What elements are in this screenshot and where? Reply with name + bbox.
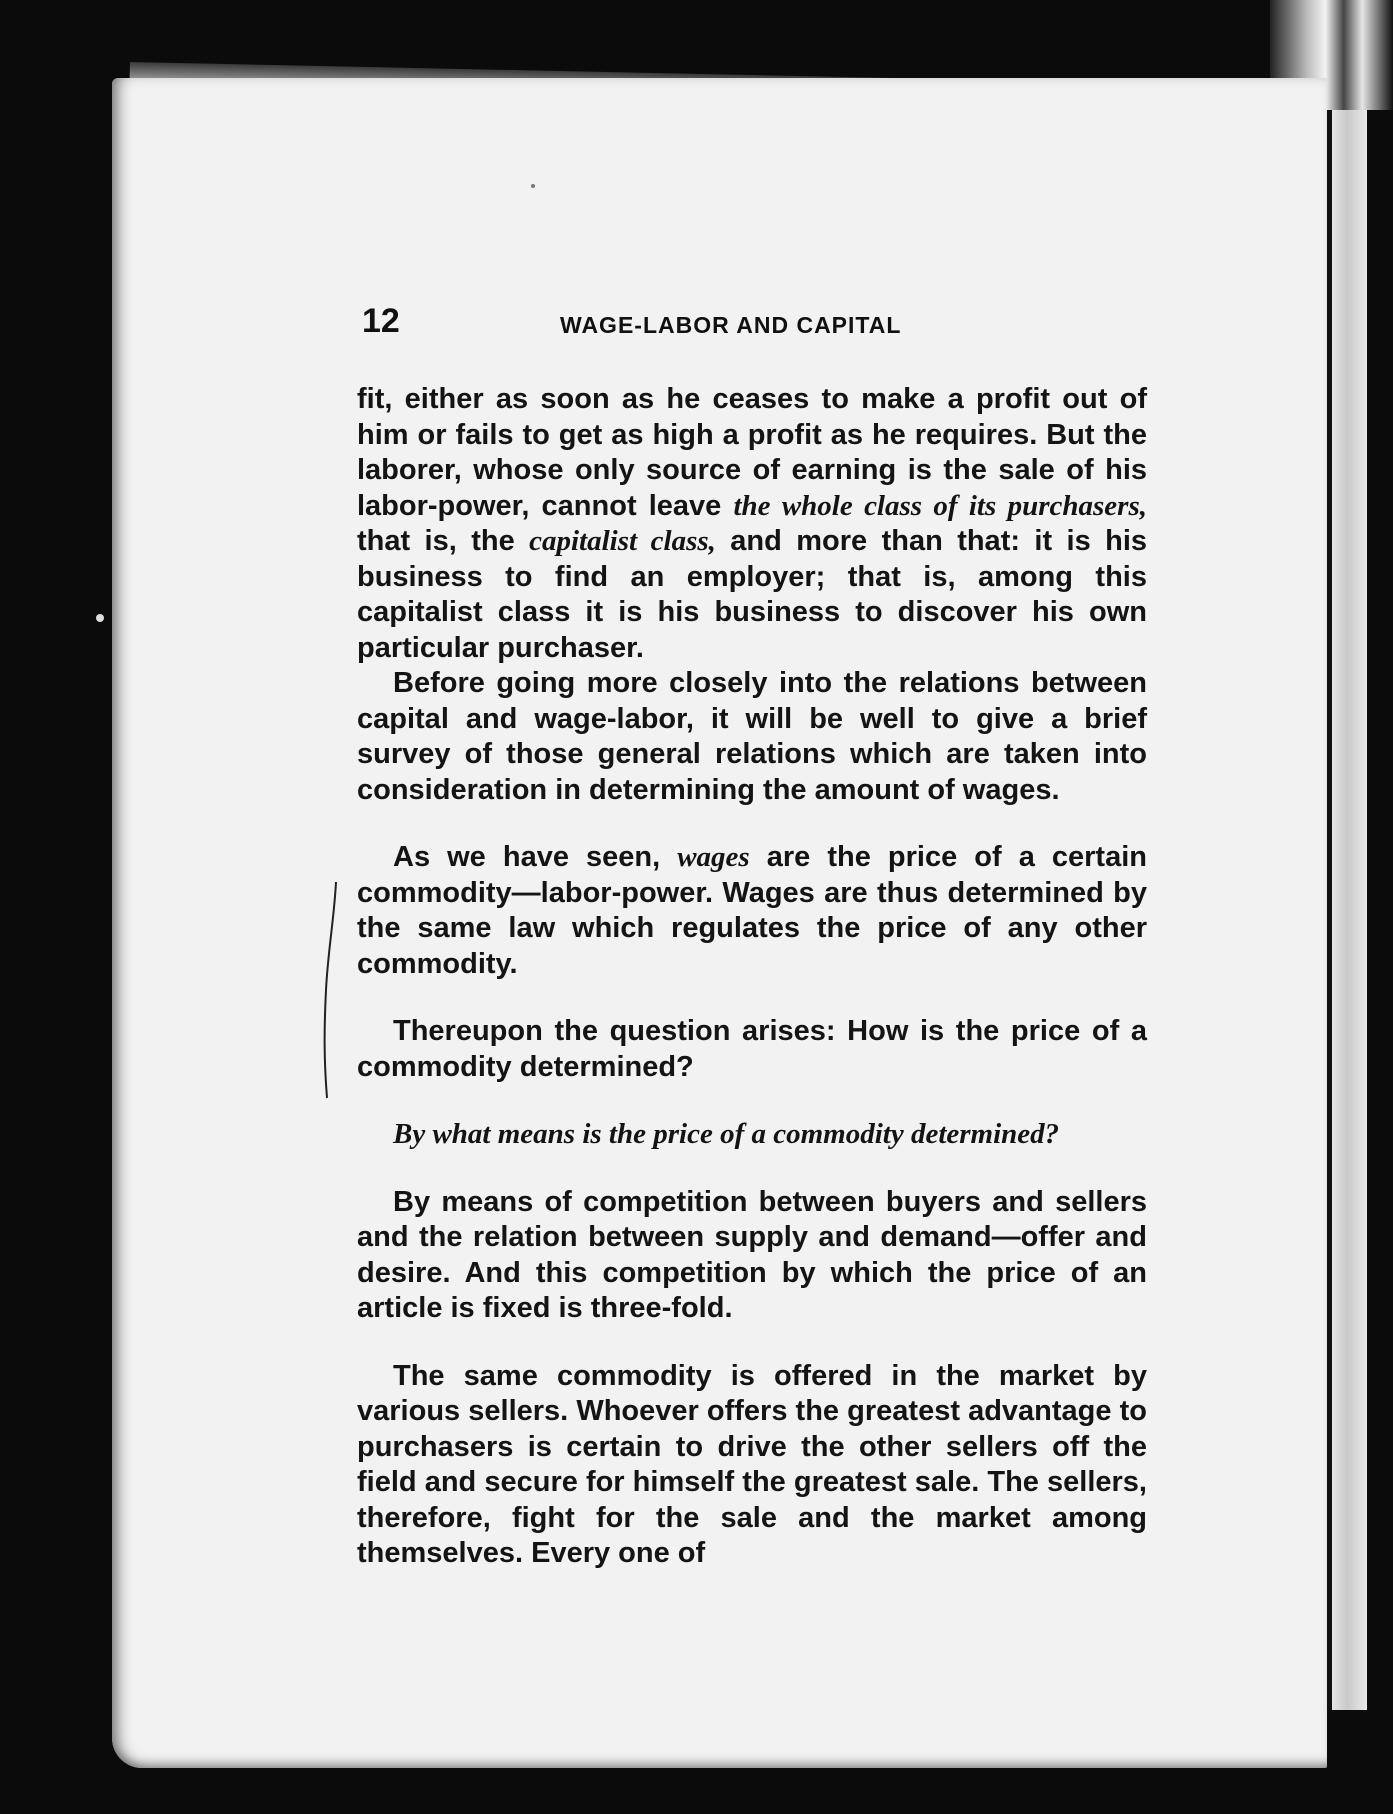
text-run: that is, the [357, 525, 530, 557]
italic-text: wages [677, 841, 750, 873]
text-run: The same commodity is offered in the market by various sellers. Whoever offers the greatest advantage to purchasers is certain to drive the other sellers off the field and secure for himself the greatest sale. The sellers, therefore, fight for the sale and the market among themselves. Every one of [357, 1359, 1147, 1569]
paragraph [357, 1014, 1147, 1085]
scan-speck [96, 614, 104, 622]
italic-text: capitalist class, [529, 525, 716, 557]
italic-text: By what means is the price of a commodity determined? [393, 1118, 1060, 1150]
scan-speck [531, 184, 535, 188]
text-run: As we have seen, [393, 841, 678, 873]
margin-pencil-mark [318, 880, 340, 1100]
paragraph-heading [357, 1117, 1147, 1153]
paragraph [357, 382, 1147, 666]
text-run: Thereupon the question arises: How is the price of a commodity determined? [357, 1015, 1147, 1083]
text-run: By means of competition between buyers and sellers and the relation between supply and demand—offer and desire. And this competition by which the price of an article is fixed is three-fold. [357, 1185, 1147, 1324]
paragraph [357, 840, 1147, 982]
running-head: WAGE-LABOR AND CAPITAL [560, 312, 902, 338]
page-header [362, 302, 1152, 352]
body-text [357, 382, 1147, 1572]
paragraph [357, 1359, 1147, 1572]
italic-text: the whole class of its purchasers, [733, 489, 1147, 522]
text-run: Before going more closely into the relations between capital and wage-labor, it will be well to give a brief survey of those general relations which are taken into consideration in determining the amount of wages. [357, 667, 1147, 806]
paragraph [357, 1185, 1147, 1327]
page-number: 12 [362, 302, 400, 340]
adjacent-page-edge [1327, 110, 1367, 1710]
text-run: and more than that: it is his business to find an employer; that is, among this capitalist class it is his business to discover his own particular purchaser. [357, 525, 1148, 664]
text-run: fit, either as soon as he ceases to make a profit out of him or fails to get as high a profit as he requires. But the laborer, whose only source of earning is the sale of his labor-power, cannot leave [357, 383, 1147, 522]
text-run: are the price of a certain commodity—labor-power. Wages are thus determined by the same law which regulates the price of any other commodity. [357, 841, 1147, 980]
paragraph [357, 666, 1147, 808]
